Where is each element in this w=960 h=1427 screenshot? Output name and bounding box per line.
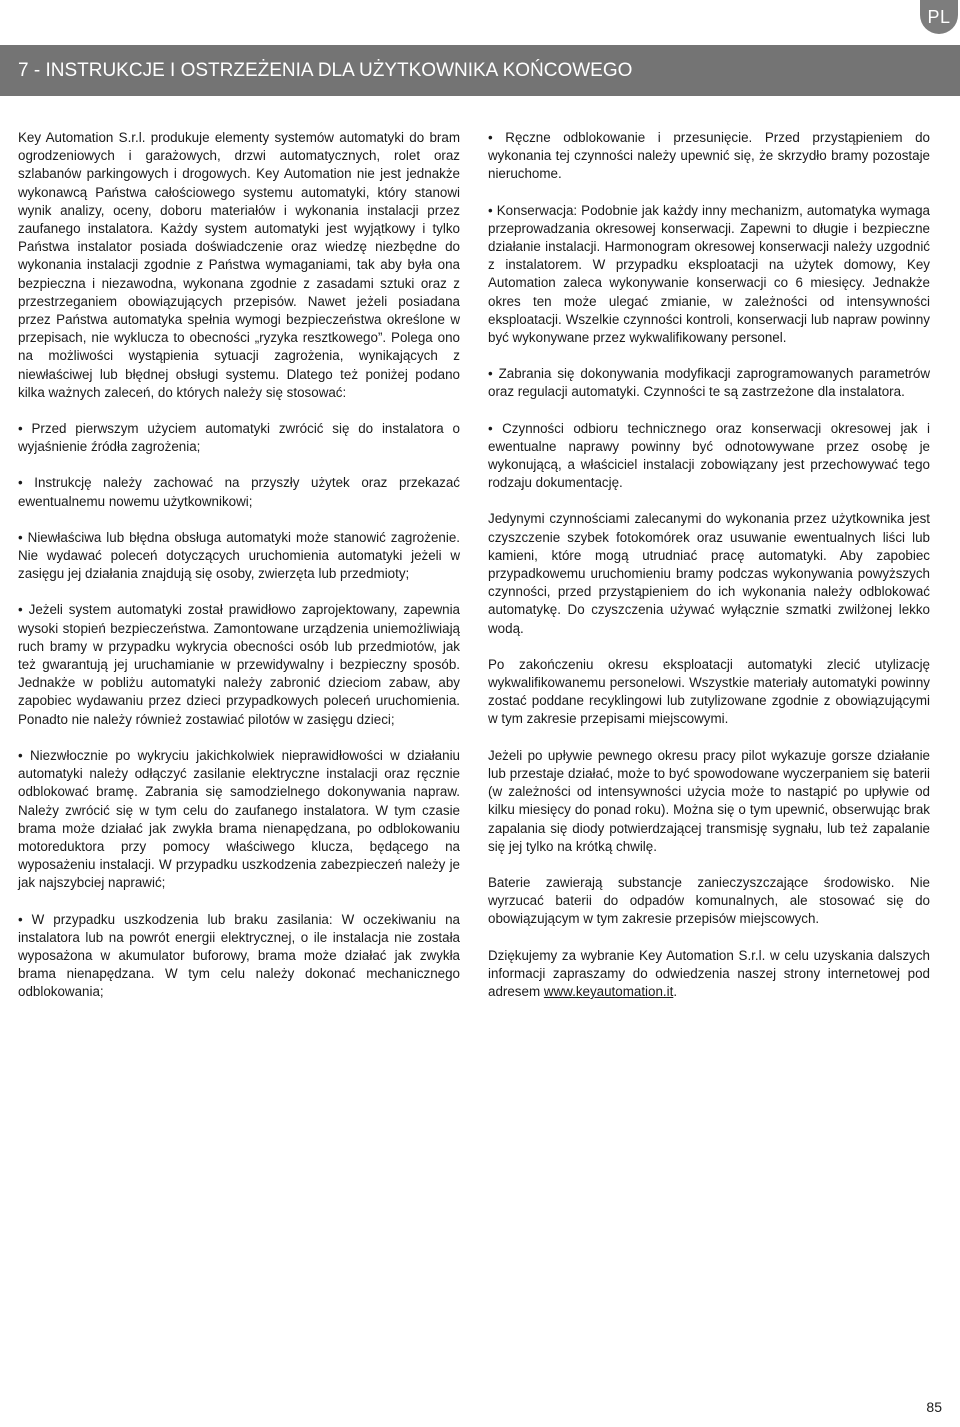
right-column (488, 129, 930, 1019)
battery-disposal-paragraph: Baterie zawierają substancje zanieczyszczające środowisko. Nie wyrzucać baterii do odpadów komunalnych, ale stosować się do obowiązującym w tym zakresie przepisów miejscowych. (488, 874, 930, 927)
closing-text: Dziękujemy za wybranie Key Automation S.r.l. w celu uzyskania dalszych informacji zapraszamy do odwiedzenia naszej strony internetowej pod adresem (488, 947, 930, 999)
bullet-keep-instructions: • Instrukcję należy zachować na przyszły użytek oraz przekazać ewentualnemu nowemu użytkownikowi; (18, 475, 460, 509)
closing-paragraph (488, 947, 930, 1002)
bullet-improper-use: • Niewłaściwa lub błędna obsługa automatyki może stanowić zagrożenie. Nie wydawać poleceń dotyczących uruchomienia automatyki jeżeli w zasięgu jej działania znajdują się osoby, zwierzęta lub przedmioty; (18, 529, 460, 582)
cleaning-paragraph: Jedynymi czynnościami zalecanymi do wykonania przez użytkownika jest czyszczenie szybek fotokomórek oraz usuwanie ewentualnych liści lub kamieni, które mogą utrudniać pracę automatyki. Aby zapobiec przypadkowemu uruchomieniu bramy podczas wykonywania powyższych czynności, przed przystąpieniem do ich wykonania należy odblokować automatykę. Do czyszczenia używać wyłącznie szmatki zwilżonej lekko wodą. (488, 511, 930, 636)
closing-end: . (673, 983, 678, 999)
left-column (18, 129, 460, 1020)
bullet-manual-release: • Ręczne odblokowanie i przesunięcie. Przed przystąpieniem do wykonania tej czynności należy upewnić się, że skrzydło bramy pozostaje nieruchome. (488, 130, 930, 182)
page-number: 85 (926, 1399, 942, 1415)
section-title: 7 - INSTRUKCJE I OSTRZEŻENIA DLA UŻYTKOWNIKA KOŃCOWEGO (18, 60, 633, 81)
bullet-malfunction: • Niezwłocznie po wykryciu jakichkolwiek nieprawidłowości w działaniu automatyki należy odłączyć zasilanie elektryczne instalacji oraz ręcznie odblokować bramę. Zabrania się samodzielnego dokonywania napraw. Należy zwrócić się w tym celu do zaufanego instalatora. W tym czasie brama może działać jak zwykła brama nienapędzana, po odblokowaniu motoreduktora przy pomocy właściwego klucza, będącego na wyposażeniu instalacji. W przypadku uszkodzenia zabezpieczeń należy je jak najszybciej naprawić; (18, 747, 460, 891)
section-title-bar (0, 45, 960, 96)
bullet-no-modifications: • Zabrania się dokonywania modyfikacji zaprogramowanych parametrów oraz regulacji automatyki. Czynności te są zastrzeżone dla instalatora. (488, 366, 930, 400)
remote-battery-paragraph: Jeżeli po upływie pewnego okresu pracy pilot wykazuje gorsze działanie lub przestaje działać, może to być spowodowane wyczerpaniem się baterii (w zależności od intensywności użycia może to nastąpić po upływie od kilku miesięcy do ponad roku). Można się o tym upewnić, obserwując brak zapalania się diody potwierdzającej transmisję sygnału, lub też zapalanie się jej tylko na krótką chwilę. (488, 747, 930, 854)
bullet-documentation: • Czynności odbioru technicznego oraz konserwacji okresowej jak i ewentualne naprawy powinny być odnotowywane przez osobę je wykonującą, a właściciel instalacji zobowiązany jest przechowywać tego rodzaju dokumentację. (488, 420, 930, 491)
bullet-power-failure: • W przypadku uszkodzenia lub braku zasilania: W oczekiwaniu na instalatora lub na powrót energii elektrycznej, o ile instalacja nie została wyposażona w akumulator buforowy, brama może działać jak zwykła brama nienapędzana. W tym celu należy dokonać mechanicznego odblokowania; (18, 911, 460, 1000)
language-badge: PL (920, 0, 958, 34)
bullet-maintenance: • Konserwacja: Podobnie jak każdy inny mechanizm, automatyka wymaga przeprowadzania okresowej konserwacji. Zapewni to długie i bezpieczne działanie instalacji. Harmonogram okresowej konserwacji należy uzgodnić z instalatorem. W przypadku eksploatacji na użytek domowy, Key Automation zaleca wykonywanie konserwacji co 6 miesięcy. Jednakże okres ten może ulegać zmianie, w zależności od intensywności eksploatacji. Wszelkie czynności kontroli, konserwacji lub napraw powinny być wykonywane przez wykwalifikowany personel. (488, 202, 930, 346)
disposal-paragraph: Po zakończeniu okresu eksploatacji automatyki zlecić utylizację wykwalifikowanemu personelowi. Wszystkie materiały automatyki powinny zostać poddane recyklingowi lub zutylizowane zgodnie z obowiązującymi w tym zakresie przepisami miejscowymi. (488, 656, 930, 727)
bullet-first-use: • Przed pierwszym użyciem automatyki zwrócić się do instalatora o wyjaśnienie źródła zagrożenia; (18, 421, 460, 455)
website-link[interactable]: www.keyautomation.it (543, 983, 674, 999)
bullet-children-safety: • Jeżeli system automatyki został prawidłowo zaprojektowany, zapewnia wysoki stopień bezpieczeństwa. Zamontowane urządzenia uniemożliwiają ruch bramy w przypadku wykrycia obecności osób lub przedmiotów, jak też gwarantują jej uruchamianie w przewidywalny i bezpieczny sposób. Jednakże w pobliżu automatyki należy zabronić dzieciom zabaw, aby zapobiec wydawaniu przez dzieci przypadkowych poleceń uruchomienia. Ponadto nie należy również zostawiać pilotów w zasięgu dzieci; (18, 602, 460, 727)
intro-paragraph: Key Automation S.r.l. produkuje elementy systemów automatyki do bram ogrodzeniowych i garażowych, drzwi automatycznych, rolet oraz szlabanów parkingowych i drogowych. Key Automation nie jest jednakże wykonawcą Państwa całościowego systemu automatyki, który stanowi wynik analizy, oceny, doboru materiałów i wykonania instalacji przez zaufanego instalatora. Każdy system automatyki jest wyjątkowy i tylko Państwa instalator posiada doświadczenie oraz wiedzę niezbędne do wykonania instalacji zgodnie z Państwa wymaganiami, tak aby była ona bezpieczna i niezawodna, wykonana zgodnie z zasadami sztuki oraz z przestrzeganiem obowiązujących przepisów. Nawet jeżeli posiadana przez Państwa automatyka spełnia wymogi bezpieczeństwa określone w przepisach, nie wyklucza to obecności „ryzyka resztkowego”. Polega ono na możliwości wystąpienia sytuacji zagrożenia, wynikających z niewłaściwej lub błędnej obsługi systemu. Dlatego też poniżej podano kilka ważnych zaleceń, do których należy się stosować: (18, 130, 460, 400)
